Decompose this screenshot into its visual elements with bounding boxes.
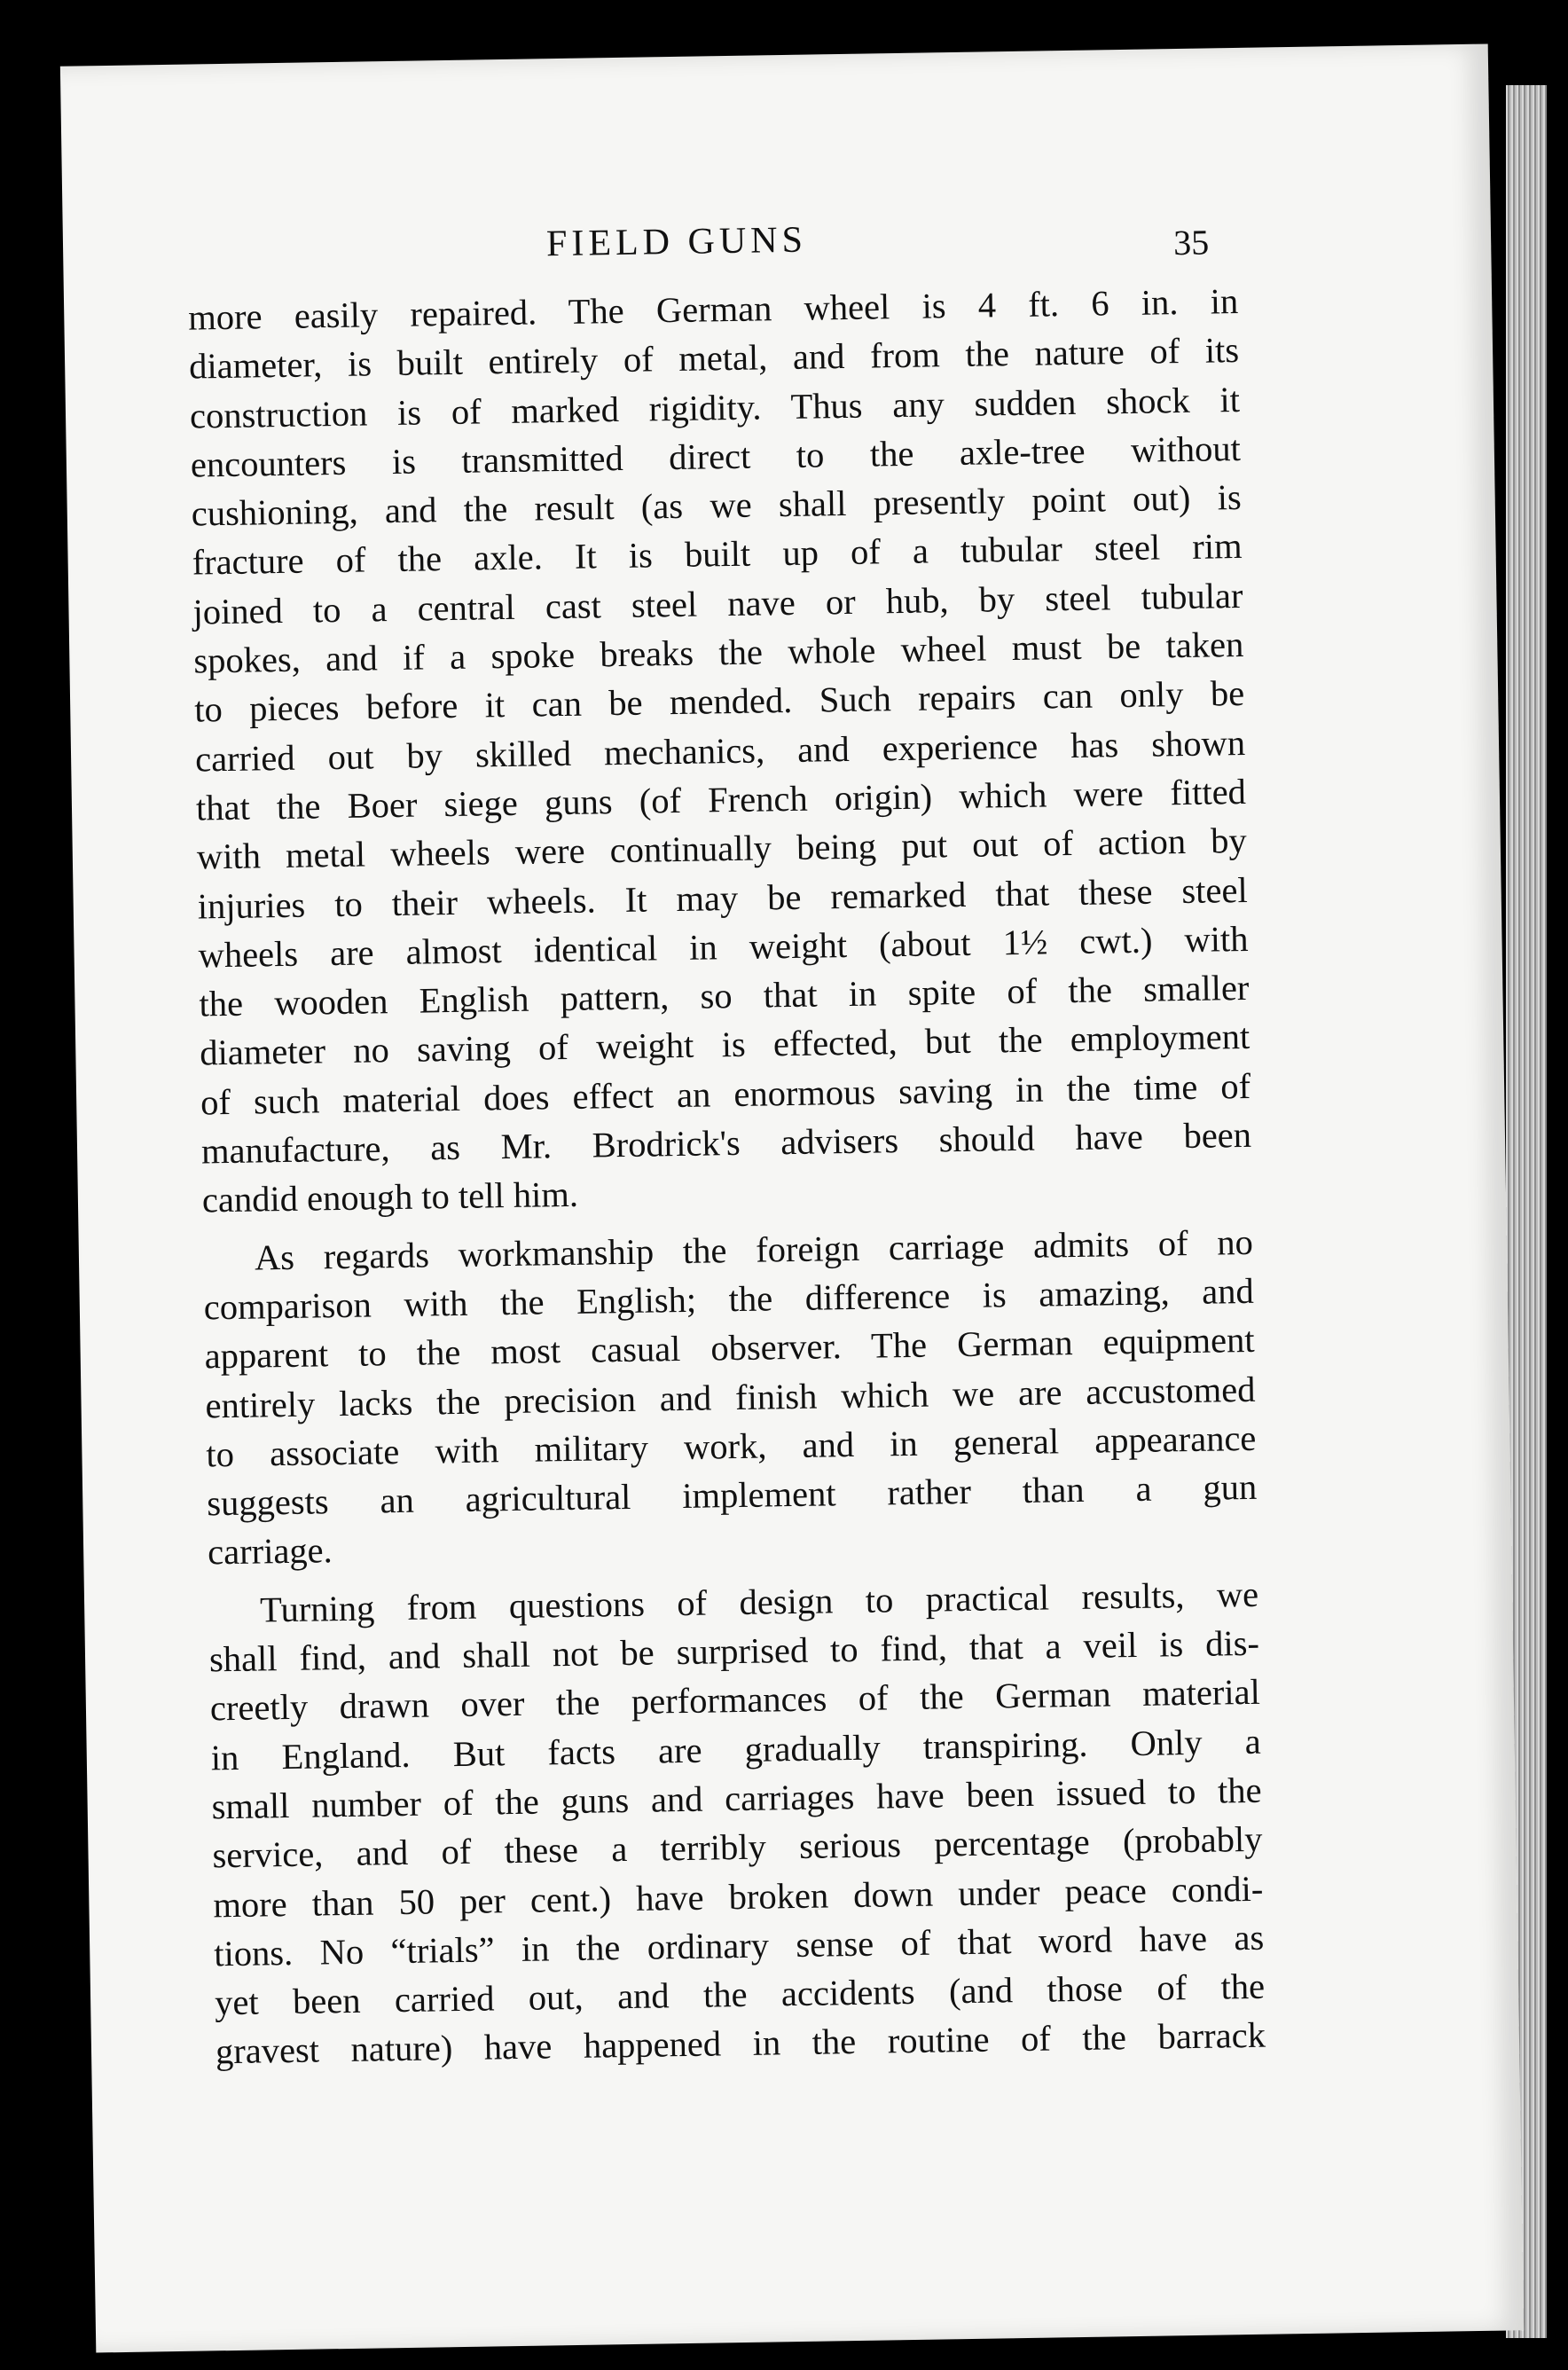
text-line: fracture of the axle. It is built up of a tubular steel rim xyxy=(192,526,1243,584)
text-line: diameter, is built entirely of metal, and from the nature of its xyxy=(188,330,1240,387)
text-line: carriage. xyxy=(207,1530,333,1573)
text-line: shall find, and shall not be surprised to find, that a veil is dis- xyxy=(208,1622,1260,1680)
text-line: joined to a central cast steel nave or hub, by steel tubular xyxy=(192,575,1243,632)
text-line: suggests an agricultural implement rather than a gun xyxy=(206,1466,1258,1524)
text-line: more easily repaired. The German wheel is 4 ft. 6 in. in xyxy=(187,280,1239,338)
text-line: entirely lacks the precision and finish which we are accustomed xyxy=(205,1369,1256,1425)
running-title: FIELD GUNS xyxy=(545,219,808,265)
text-line: small number of the guns and carriages have been issued to the xyxy=(211,1770,1262,1827)
text-line: As regards workmanship the foreign carriage admits of no xyxy=(254,1221,1254,1278)
text-line: spokes, and if a spoke breaks the whole wheel must be taken xyxy=(193,624,1244,681)
text-line: to pieces before it can be mended. Such repairs can only be xyxy=(193,673,1245,730)
text-line: with metal wheels were continually being put out of action by xyxy=(196,820,1248,877)
text-line: diameter no saving of weight is effected, but the employment xyxy=(199,1016,1250,1073)
text-line: construction is of marked rigidity. Thus any sudden shock it xyxy=(189,379,1241,436)
body-text xyxy=(188,277,1266,2076)
text-line: Turning from questions of design to practical results, we xyxy=(259,1573,1259,1630)
text-line: manufacture, as Mr. Brodrick's advisers should have been xyxy=(200,1114,1252,1172)
text-line: the wooden English pattern, so that in spite of the smaller xyxy=(199,968,1250,1024)
text-line: to associate with military work, and in general appearance xyxy=(206,1417,1257,1475)
page-header xyxy=(63,208,1492,283)
text-line: wheels are almost identical in weight (about 1½ cwt.) with xyxy=(198,918,1249,976)
text-line: encounters is transmitted direct to the axle-tree without xyxy=(190,428,1242,485)
text-line: gravest nature) have happened in the routine of the barrack xyxy=(215,2015,1266,2072)
text-line: more than 50 per cent.) have broken down under peace condi- xyxy=(213,1868,1264,1925)
text-line: yet been carried out, and the accidents (and those of the xyxy=(214,1966,1266,2023)
text-line: apparent to the most casual observer. The German equipment xyxy=(204,1320,1255,1377)
text-line: in England. But facts are gradually transpiring. Only a xyxy=(210,1721,1262,1778)
text-line: of such material does effect an enormous saving in the time of xyxy=(200,1065,1251,1123)
text-line: cushioning, and the result (as we shall presently point out) is xyxy=(191,477,1243,534)
book-page xyxy=(60,44,1524,2353)
text-line: carried out by skilled mechanics, and experience has shown xyxy=(194,722,1246,780)
text-line: tions. No “trials” in the ordinary sense of that word have as xyxy=(213,1917,1265,1974)
text-line: that the Boer siege guns (of French origin) which were fitted xyxy=(195,771,1247,828)
text-line: comparison with the English; the difference is amazing, and xyxy=(203,1270,1255,1328)
text-line: candid enough to tell him. xyxy=(201,1174,579,1220)
text-line: creetly drawn over the performances of the German material xyxy=(209,1672,1261,1729)
text-line: service, and of these a terribly serious percentage (probably xyxy=(212,1818,1263,1876)
page-number: 35 xyxy=(1172,222,1210,263)
text-line: injuries to their wheels. It may be remarked that these steel xyxy=(197,869,1248,927)
